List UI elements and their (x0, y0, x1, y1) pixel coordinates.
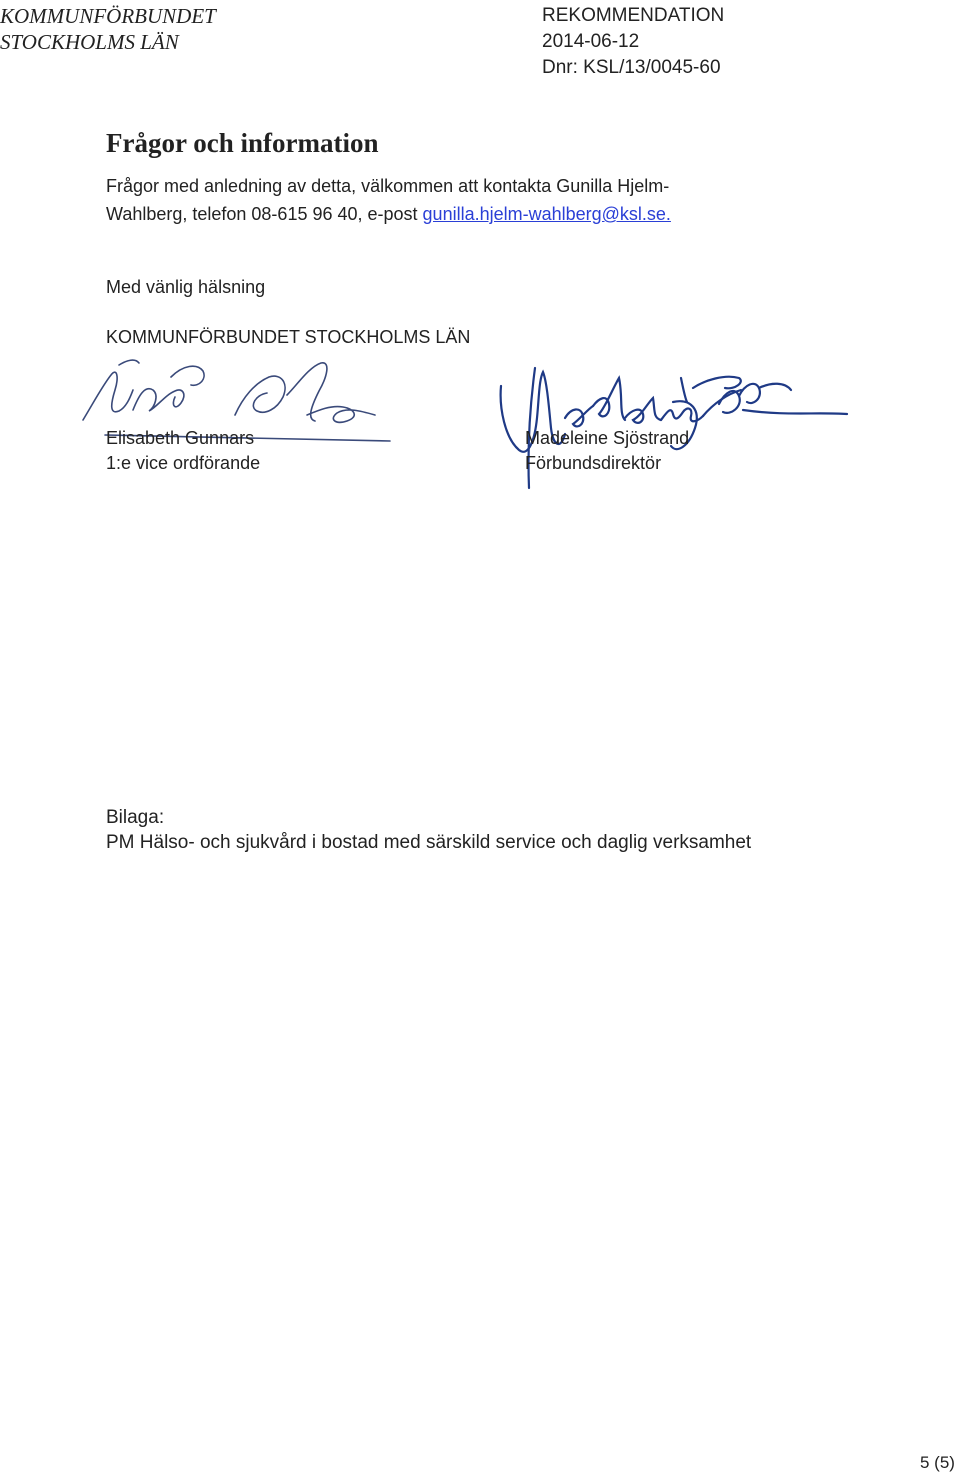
page-number: 5 (5) (920, 1453, 955, 1472)
info-paragraph-line2-text: Wahlberg, telefon 08-615 96 40, e-post (106, 204, 423, 224)
header-org-line2: STOCKHOLMS LÄN (0, 30, 179, 54)
attachment-title: PM Hälso- och sjukvård i bostad med särskild service och daglig verksamhet (106, 832, 752, 853)
section-heading: Frågor och information (106, 128, 379, 158)
header-date: 2014-06-12 (542, 31, 640, 52)
signatory-1-name: Elisabeth Gunnars (106, 428, 255, 448)
signatory-2-title: Förbundsdirektör (525, 453, 662, 473)
header-doc-type: REKOMMENDATION (542, 5, 725, 26)
closing-greeting: Med vänlig hälsning (106, 277, 266, 297)
signatory-2-name: Madeleine Sjöstrand (525, 428, 690, 448)
attachment-label: Bilaga: (106, 807, 165, 828)
header-org-line1: KOMMUNFÖRBUNDET (0, 4, 216, 28)
signatory-1-title: 1:e vice ordförande (106, 453, 261, 473)
info-paragraph-line2 (106, 204, 671, 225)
closing-organization: KOMMUNFÖRBUNDET STOCKHOLMS LÄN (106, 327, 471, 347)
email-link[interactable]: gunilla.hjelm-wahlberg@ksl.se. (422, 204, 671, 224)
info-paragraph-line1: Frågor med anledning av detta, välkommen att kontakta Gunilla Hjelm- (106, 176, 670, 196)
header-dnr: Dnr: KSL/13/0045-60 (542, 57, 721, 78)
